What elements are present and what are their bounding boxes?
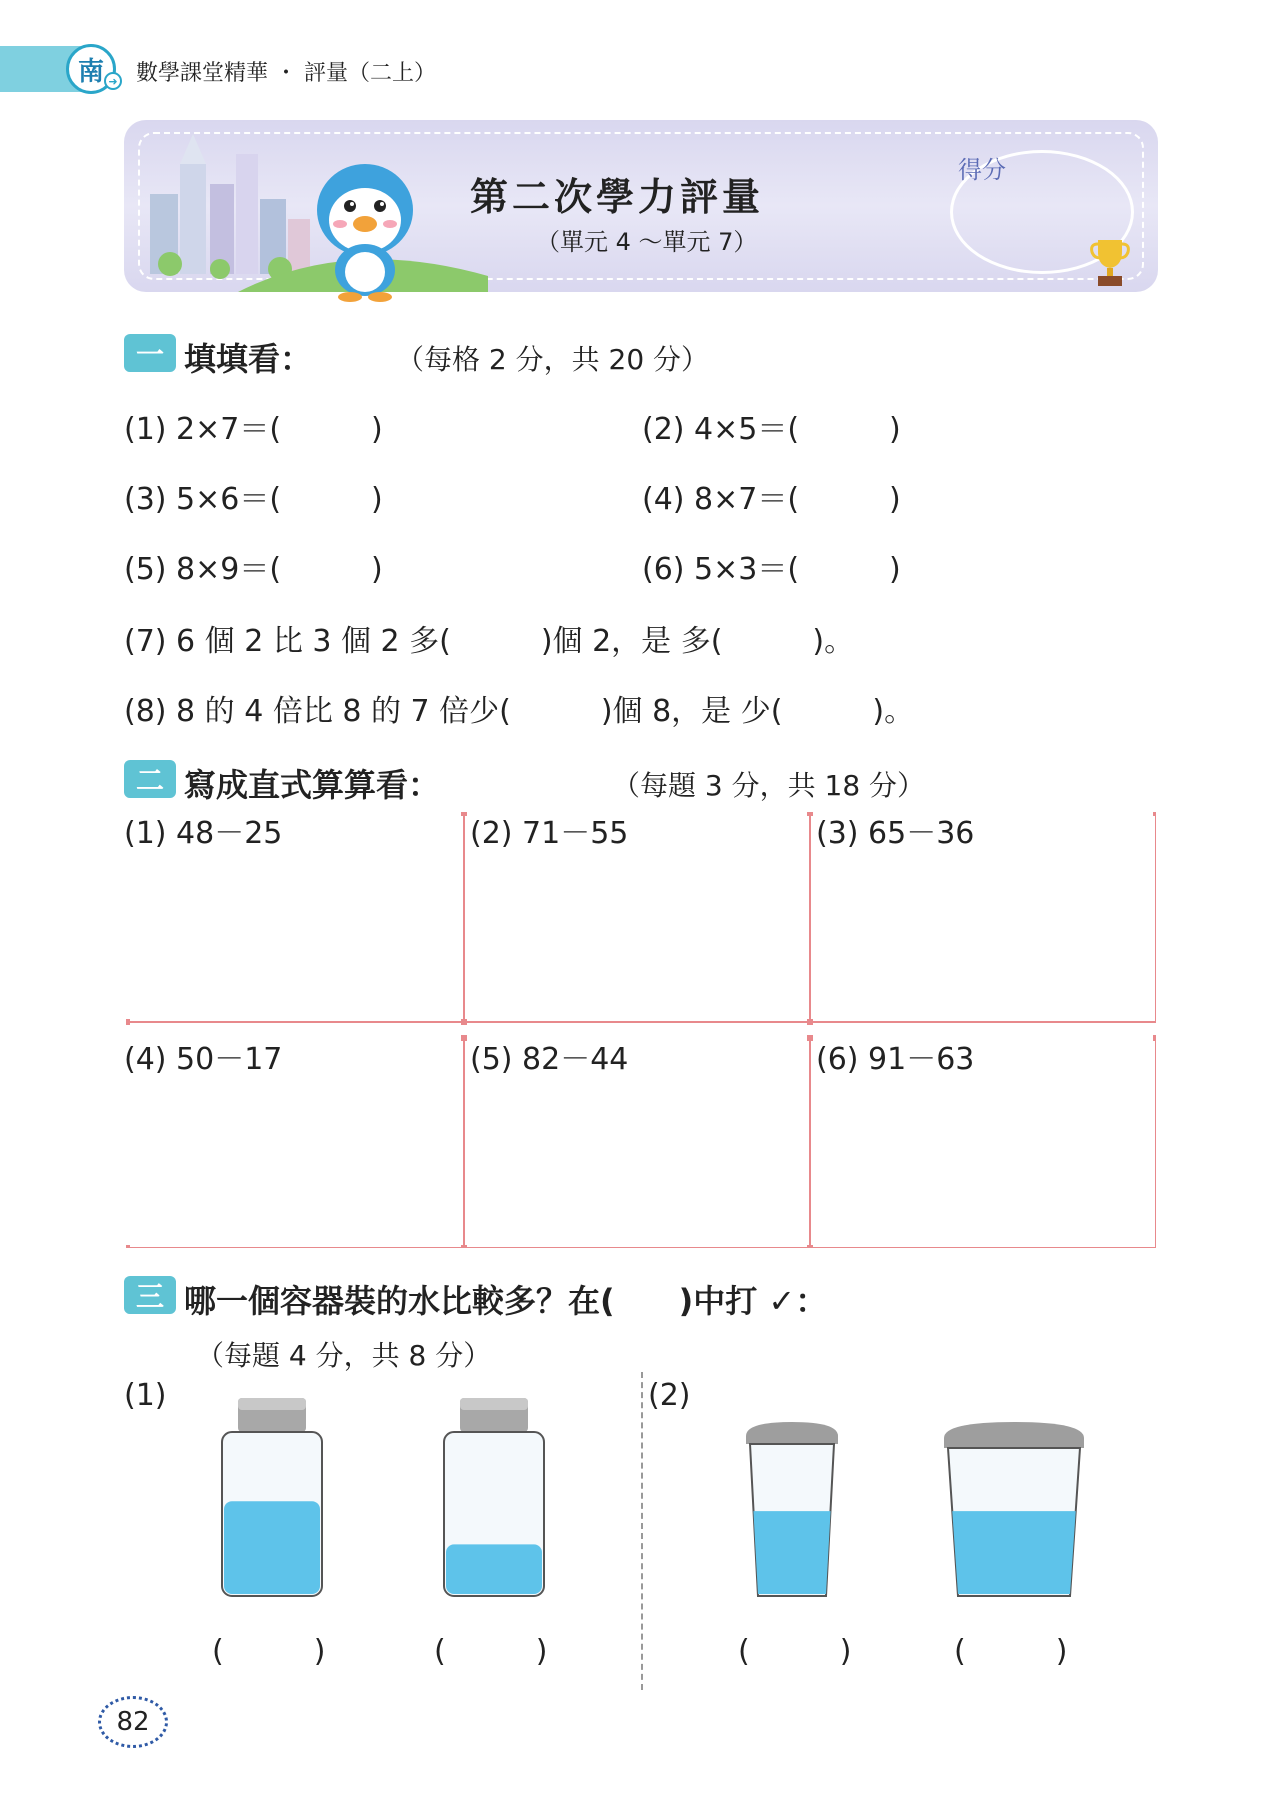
- vertical-calc-grid: [126, 812, 1156, 1248]
- answer-blank[interactable]: ( ): [212, 1634, 326, 1669]
- calc-question-4: (4) 50－17: [124, 1042, 283, 1077]
- section-3-badge: 三: [124, 1276, 176, 1314]
- section-1-badge: 一: [124, 334, 176, 372]
- question-divider: [641, 1372, 643, 1690]
- water-fill: [446, 1544, 542, 1594]
- cup-container: [740, 1420, 844, 1600]
- container-question-2-label: (2): [648, 1378, 691, 1413]
- penguin-mascot-illustration: [310, 152, 420, 302]
- arrow-icon: ➜: [104, 72, 122, 90]
- section-1-score-note: （每格 2 分，共 20 分）: [396, 343, 710, 376]
- fill-question-1: (1) 2×7＝( ): [124, 412, 383, 447]
- exam-subtitle: （單元 4 ～單元 7）: [536, 228, 758, 256]
- fill-question-7: (7) 6 個 2 比 3 個 2 多( )個 2，是 多( )。: [124, 624, 855, 659]
- water-fill: [753, 1511, 830, 1594]
- answer-blank[interactable]: ( ): [954, 1634, 1068, 1669]
- water-fill: [952, 1511, 1075, 1594]
- calc-question-1: (1) 48－25: [124, 816, 283, 851]
- answer-blank[interactable]: ( ): [434, 1634, 548, 1669]
- fill-question-2: (2) 4×5＝( ): [642, 412, 901, 447]
- publisher-logo: 南: [66, 44, 116, 94]
- section-2-title: 寫成直式算算看：: [184, 766, 441, 804]
- score-label: 得分: [958, 156, 1006, 184]
- calc-question-6: (6) 91－63: [816, 1042, 975, 1077]
- cup-container: [940, 1420, 1088, 1600]
- water-fill: [224, 1501, 320, 1594]
- section-1-title: 填填看：: [184, 340, 313, 378]
- section-3-score-note: （每題 4 分，共 8 分）: [196, 1339, 492, 1372]
- calc-question-3: (3) 65－36: [816, 816, 975, 851]
- book-title: 數學課堂精華 ・ 評量（二上）: [136, 61, 436, 86]
- section-2-badge: 二: [124, 760, 176, 798]
- exam-title: 第二次學力評量: [470, 175, 765, 219]
- page-number: 82: [98, 1696, 168, 1748]
- calc-question-2: (2) 71－55: [470, 816, 629, 851]
- section-3-title: 哪一個容器裝的水比較多？在( )中打 ✓：: [184, 1282, 828, 1320]
- fill-question-6: (6) 5×3＝( ): [642, 552, 901, 587]
- bottle-container: [440, 1396, 548, 1600]
- section-2-score-note: （每題 3 分，共 18 分）: [612, 769, 926, 802]
- fill-question-4: (4) 8×7＝( ): [642, 482, 901, 517]
- fill-question-3: (3) 5×6＝( ): [124, 482, 383, 517]
- trophy-icon: [1088, 236, 1132, 288]
- bottle-container: [218, 1396, 326, 1600]
- container-question-1-label: (1): [124, 1378, 167, 1413]
- fill-question-8: (8) 8 的 4 倍比 8 的 7 倍少( )個 8，是 少( )。: [124, 694, 915, 729]
- fill-question-5: (5) 8×9＝( ): [124, 552, 383, 587]
- calc-question-5: (5) 82－44: [470, 1042, 629, 1077]
- answer-blank[interactable]: ( ): [738, 1634, 852, 1669]
